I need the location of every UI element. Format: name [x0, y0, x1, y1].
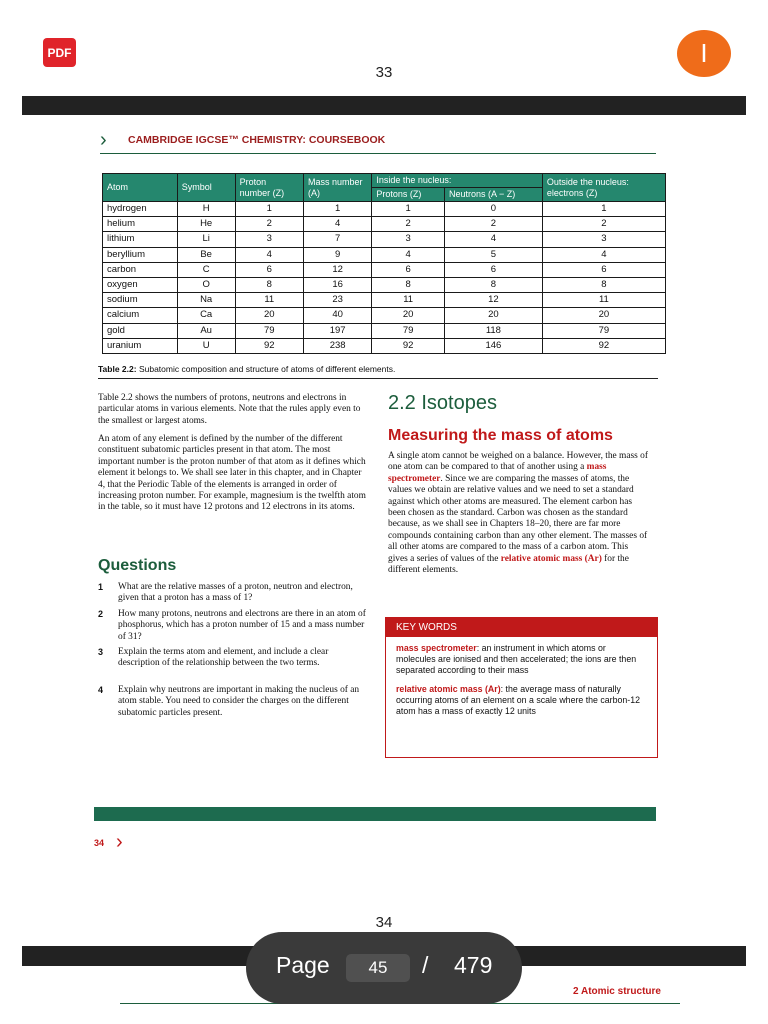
table-cell: 9 — [303, 247, 371, 262]
table-cell: 6 — [542, 262, 665, 277]
table-row — [103, 323, 666, 338]
table-cell: 3 — [235, 232, 303, 247]
table-cell: 3 — [542, 232, 665, 247]
table-row — [103, 308, 666, 323]
table-cell: 20 — [235, 308, 303, 323]
table-cell: 4 — [444, 232, 542, 247]
table-cell: 2 — [235, 217, 303, 232]
table-cell: 8 — [542, 277, 665, 292]
chapter-title: 2 Atomic structure — [573, 986, 661, 997]
subsection-heading: Measuring the mass of atoms — [388, 427, 613, 444]
mass-paragraph: A single atom cannot be weighed on a balance. However, the mass of one atom can be compared to that of another using a mass spectrometer. Since we are comparing the masses of atoms, the values we obtain are relative values and we need to set a standard against which other atoms are measured. The element carbon has been chosen as the standard. Carbon was chosen as the standard because, as we shall see in Chapters 18–20, there are far more compounds containing carbon than any other element. The masses of all other atoms are compared to the mass of a carbon atom. This gives a series of values of the relative atomic mass (Ar) for the different elements. — [388, 451, 648, 576]
table-cell: 40 — [303, 308, 371, 323]
page-sheet[interactable]: › CAMBRIDGE IGCSE™ CHEMISTRY: COURSEBOOK Atom Symbol Proton number (Z) Mass number (A) Inside the nucleus: Outside the nucleus: electrons (Z) Protons (Z) Neutrons (A − Z) hydrogen H 1 1 1 0 1 helium He 2 4 2 2 2 lithium Li 3 7 3 4 3 beryllium Be 4 9 4 5 4 carbon C 6 12 6 6 6 oxygen O 8 16 8 8 8 sodium Na 11 23 11 12 11 calcium Ca 20 40 20 20 20 gold Au 79 197 79 118 79 uranium U 92 238 92 146 92 Table 2.2: Subatomic composition and structure of atoms of different elements. Table 2.2 shows the numbers of protons, neutrons and electrons in particular atoms in various elements. Note that the rules apply even to the smallest or largest atoms. An atom of any element is defined by the number of the different constituent subatomic particles present in that atom. The most important number is the proton number of that atom as it defines which element it belongs to. We shall see later in this chapter, and in Chapter 4, that the Periodic Table of the elements is arranged in order of increasing proton number. For example, magnesium is the twelfth atom in the table, so it must have 12 protons and 12 electrons in its atoms. Questions 1 What are the relative masses of a proton, neutron and electron, given that a proton has a mass of 1? 2 How many protons, neutrons and electrons are there in an atom of phosphorus, which has a proton number of 15 and a mass number of 31? 3 Explain the terms atom and element, and include a clear description of the relationship between the two terms. 4 Explain why neutrons are important in making the nucleus of an atom stable. You need to consider the charges on the different subatomic particles present. 2.2 Isotopes Measuring the mass of atoms A single atom cannot be weighed on a balance. However, the mass of one atom can be compared to that of another using a mass spectrometer. Since we are comparing the masses of atoms, the values we obtain are relative values and we need to set a standard against which other atoms are measured. The element carbon has been chosen as the standard. Carbon was chosen as the standard because, as we shall see in Chapters 18–20, there are far more compounds containing carbon than any other element. The masses of all other atoms are compared to the mass of a carbon atom. This gives a series of values of the relative atomic mass (Ar) for the different elements. KEY WORDS mass spectrometer: an instrument in which atoms or molecules are ionised and then accelerated; the ions are then separated according to their mass relative atomic mass (Ar): the average mass of naturally occurring atoms of an element on a scale where the carbon-12 atom has a mass of exactly 12 units 34 › — [22, 115, 746, 946]
chevron-right-icon: › — [100, 129, 107, 151]
total-pages: 479 — [454, 952, 493, 978]
table-row — [103, 232, 666, 247]
table-cell: U — [177, 338, 235, 353]
header-rule — [100, 153, 656, 154]
table-cell: 238 — [303, 338, 371, 353]
table-row — [103, 262, 666, 277]
table-cell: 4 — [235, 247, 303, 262]
th-proton: Proton number (Z) — [235, 174, 303, 202]
table-cell: 2 — [444, 217, 542, 232]
table-cell: 23 — [303, 293, 371, 308]
table-cell: 12 — [303, 262, 371, 277]
table-cell: 2 — [542, 217, 665, 232]
table-cell: 79 — [542, 323, 665, 338]
page-label: Page — [276, 952, 330, 978]
section-heading: 2.2 Isotopes — [388, 392, 497, 414]
table-cell: 4 — [372, 247, 445, 262]
table-cell: C — [177, 262, 235, 277]
table-cell: 1 — [235, 202, 303, 217]
table-cell: 20 — [444, 308, 542, 323]
table-cell: sodium — [103, 293, 178, 308]
table-cell: 1 — [542, 202, 665, 217]
table-cell: 2 — [372, 217, 445, 232]
th-mass: Mass number (A) — [303, 174, 371, 202]
table-cell: 6 — [372, 262, 445, 277]
table-cell: oxygen — [103, 277, 178, 292]
key-words-box — [385, 617, 658, 758]
table-cell: 20 — [372, 308, 445, 323]
table-cell: 79 — [372, 323, 445, 338]
table-cell: Na — [177, 293, 235, 308]
key-words-title: KEY WORDS — [386, 618, 657, 637]
table-row — [103, 277, 666, 292]
table-cell: 20 — [542, 308, 665, 323]
table-cell: 11 — [372, 293, 445, 308]
table-cell: 197 — [303, 323, 371, 338]
table-caption: Table 2.2: Subatomic composition and structure of atoms of different elements. — [98, 364, 396, 374]
table-row — [103, 247, 666, 262]
bottom-page-number: 34 — [375, 914, 393, 931]
table-row — [103, 293, 666, 308]
table-cell: 79 — [235, 323, 303, 338]
th-inside: Inside the nucleus: — [372, 174, 542, 188]
table-cell: 92 — [235, 338, 303, 353]
table-cell: 6 — [444, 262, 542, 277]
current-page-input[interactable]: 45 — [346, 954, 410, 982]
table-cell: He — [177, 217, 235, 232]
table-row — [103, 338, 666, 353]
th-outside: Outside the nucleus: electrons (Z) — [542, 174, 665, 202]
key-word-entry: relative atomic mass (Ar): the average mass of naturally occurring atoms of an element on a scale where the carbon-12 atom has a mass of exactly 12 units — [396, 684, 641, 716]
th-symbol: Symbol — [177, 174, 235, 202]
table-cell: 92 — [372, 338, 445, 353]
table-cell: 0 — [444, 202, 542, 217]
table-cell: helium — [103, 217, 178, 232]
questions-heading: Questions — [98, 557, 177, 574]
pdf-icon[interactable]: PDF — [43, 38, 76, 67]
table-cell: 118 — [444, 323, 542, 338]
table-cell: Be — [177, 247, 235, 262]
th-neutrons: Neutrons (A − Z) — [444, 188, 542, 202]
table-cell: hydrogen — [103, 202, 178, 217]
table-cell: beryllium — [103, 247, 178, 262]
table-cell: Li — [177, 232, 235, 247]
table-cell: 11 — [235, 293, 303, 308]
table-cell: 3 — [372, 232, 445, 247]
page-separator: / — [422, 952, 429, 978]
table-cell: lithium — [103, 232, 178, 247]
page-indicator[interactable] — [246, 932, 522, 1004]
caption-rule — [98, 378, 658, 379]
table-cell: 146 — [444, 338, 542, 353]
table-cell: 11 — [542, 293, 665, 308]
th-atom: Atom — [103, 174, 178, 202]
th-protons: Protons (Z) — [372, 188, 445, 202]
table-cell: 1 — [303, 202, 371, 217]
footer-bar — [94, 807, 656, 821]
chevron-right-icon: › — [116, 831, 123, 853]
top-page-number: 33 — [375, 64, 393, 81]
footer-page-number: 34 — [94, 838, 105, 848]
table-cell: 4 — [542, 247, 665, 262]
table-cell: gold — [103, 323, 178, 338]
table-cell: 6 — [235, 262, 303, 277]
book-header: CAMBRIDGE IGCSE™ CHEMISTRY: COURSEBOOK — [128, 134, 386, 146]
table-cell: 1 — [372, 202, 445, 217]
key-word-entry: mass spectrometer: an instrument in which atoms or molecules are ionised and then accelerated; the ions are then separated according to their mass — [396, 643, 637, 675]
page-gutter — [22, 96, 746, 115]
table-row — [103, 202, 666, 217]
table-cell: 92 — [542, 338, 665, 353]
table-cell: 12 — [444, 293, 542, 308]
table-cell: Au — [177, 323, 235, 338]
table-cell: 8 — [372, 277, 445, 292]
table-cell: 8 — [444, 277, 542, 292]
info-button[interactable]: I — [677, 30, 731, 77]
table-cell: 8 — [235, 277, 303, 292]
table-cell: 7 — [303, 232, 371, 247]
table-cell: H — [177, 202, 235, 217]
table-cell: calcium — [103, 308, 178, 323]
table-cell: 5 — [444, 247, 542, 262]
intro-paragraph: Table 2.2 shows the numbers of protons, neutrons and electrons in particular atoms in various elements. Note that the rules apply even to the smallest or largest atoms. — [98, 393, 361, 426]
table-cell: Ca — [177, 308, 235, 323]
table-cell: uranium — [103, 338, 178, 353]
table-row — [103, 217, 666, 232]
table-cell: 16 — [303, 277, 371, 292]
table-cell: 4 — [303, 217, 371, 232]
subatomic-table — [102, 173, 666, 354]
table-cell: carbon — [103, 262, 178, 277]
definition-paragraph: An atom of any element is defined by the number of the different constituent subatomic particles present in that atom. The most important number is the proton number of that atom as it defines which element it belongs to. We shall see later in this chapter, and in Chapter 4, that the Periodic Table of the elements is arranged in order of increasing proton number. For example, magnesium is the twelfth atom in the table, so it must have 12 protons and 12 electrons in its atoms. — [98, 434, 366, 513]
table-cell: O — [177, 277, 235, 292]
